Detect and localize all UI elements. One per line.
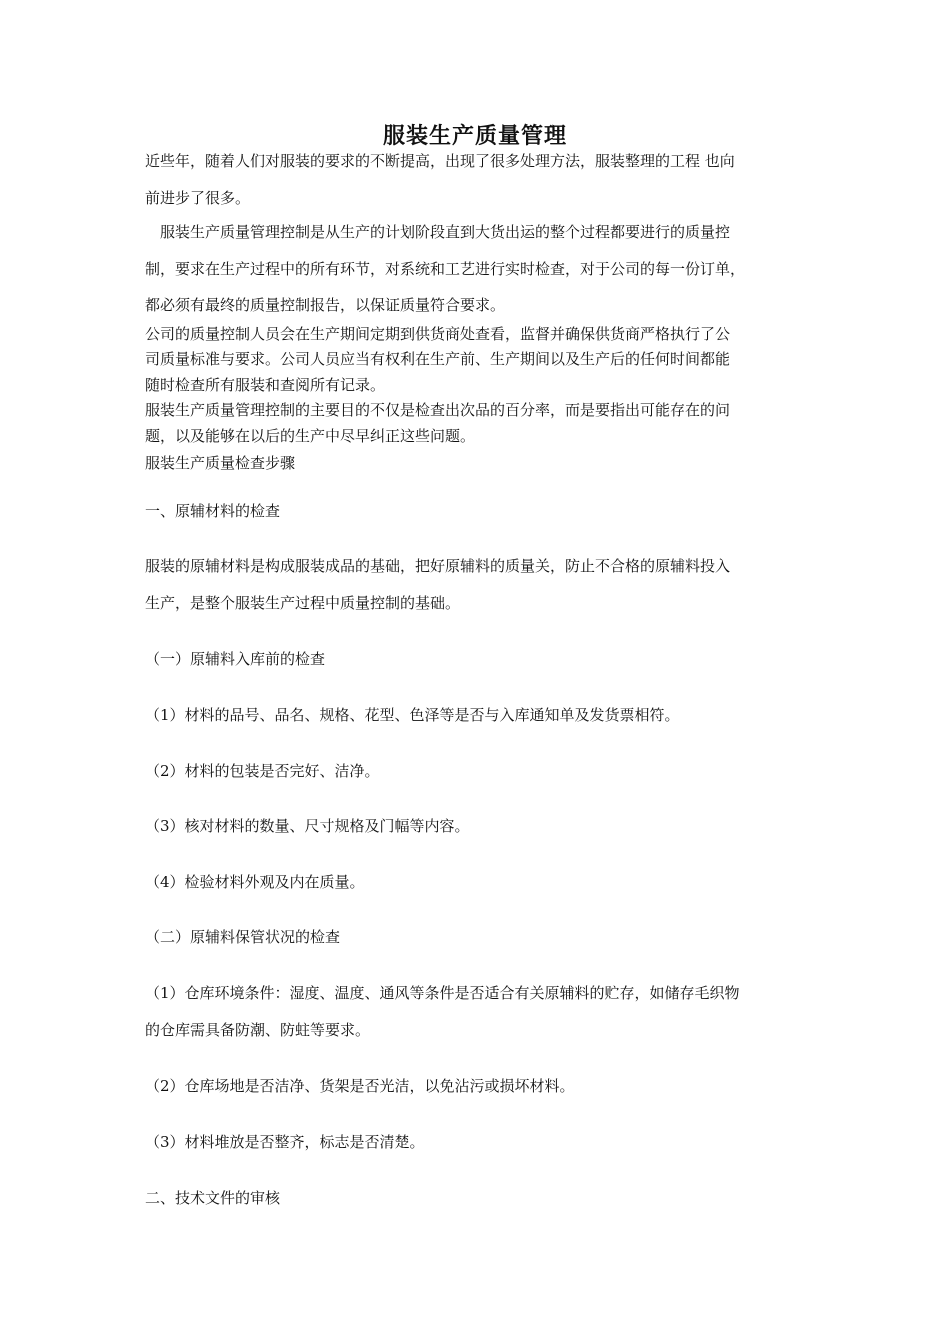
paragraph-line: 司质量标准与要求。公司人员应当有权利在生产前、生产期间以及生产后的任何时间都能: [145, 350, 731, 368]
section-heading: 二、技术文件的审核: [145, 1189, 281, 1207]
list-item: （2）仓库场地是否洁净、货架是否光洁，以免沾污或损坏材料。: [145, 1077, 575, 1095]
list-item: （3）材料堆放是否整齐，标志是否清楚。: [145, 1133, 425, 1151]
subsection-heading: （一）原辅料入库前的检查: [145, 650, 326, 668]
paragraph-line: 制，要求在生产过程中的所有环节，对系统和工艺进行实时检查，对于公司的每一份订单，: [145, 260, 746, 278]
paragraph-line: 题，以及能够在以后的生产中尽早纠正这些问题。: [145, 427, 476, 445]
paragraph-line: 服装生产质量管理控制的主要目的不仅是检查出次品的百分率，而是要指出可能存在的问: [145, 401, 731, 419]
paragraph-line: 随时检查所有服装和查阅所有记录。: [145, 376, 386, 394]
list-item: （4）检验材料外观及内在质量。: [145, 873, 365, 891]
list-item: （1）材料的品号、品名、规格、花型、色泽等是否与入库通知单及发货票相符。: [145, 706, 680, 724]
section-heading: 一、原辅材料的检查: [145, 502, 281, 520]
list-item: （2）材料的包装是否完好、洁净。: [145, 762, 380, 780]
paragraph-line: 都必须有最终的质量控制报告，以保证质量符合要求。: [145, 296, 506, 314]
paragraph-line: 生产，是整个服装生产过程中质量控制的基础。: [145, 594, 461, 612]
list-item: （1）仓库环境条件：湿度、温度、通风等条件是否适合有关原辅料的贮存，如储存毛织物: [145, 984, 740, 1002]
paragraph-line: 服装生产质量管理控制是从生产的计划阶段直到大货出运的整个过程都要进行的质量控: [145, 223, 731, 241]
list-item: 的仓库需具备防潮、防蛀等要求。: [145, 1021, 371, 1039]
section-heading: 服装生产质量检查步骤: [145, 454, 296, 472]
paragraph-line: 前进步了很多。: [145, 189, 251, 207]
paragraph-line: 服装的原辅材料是构成服装成品的基础，把好原辅料的质量关，防止不合格的原辅料投入: [145, 557, 731, 575]
list-item: （3）核对材料的数量、尺寸规格及门幅等内容。: [145, 817, 470, 835]
subsection-heading: （二）原辅料保管状况的检查: [145, 928, 341, 946]
document-title: 服装生产质量管理: [382, 123, 567, 149]
paragraph-line: 近些年，随着人们对服装的要求的不断提高，出现了很多处理方法，服装整理的工程 也向: [145, 152, 735, 170]
paragraph-line: 公司的质量控制人员会在生产期间定期到供货商处查看，监督并确保供货商严格执行了公: [145, 325, 731, 343]
